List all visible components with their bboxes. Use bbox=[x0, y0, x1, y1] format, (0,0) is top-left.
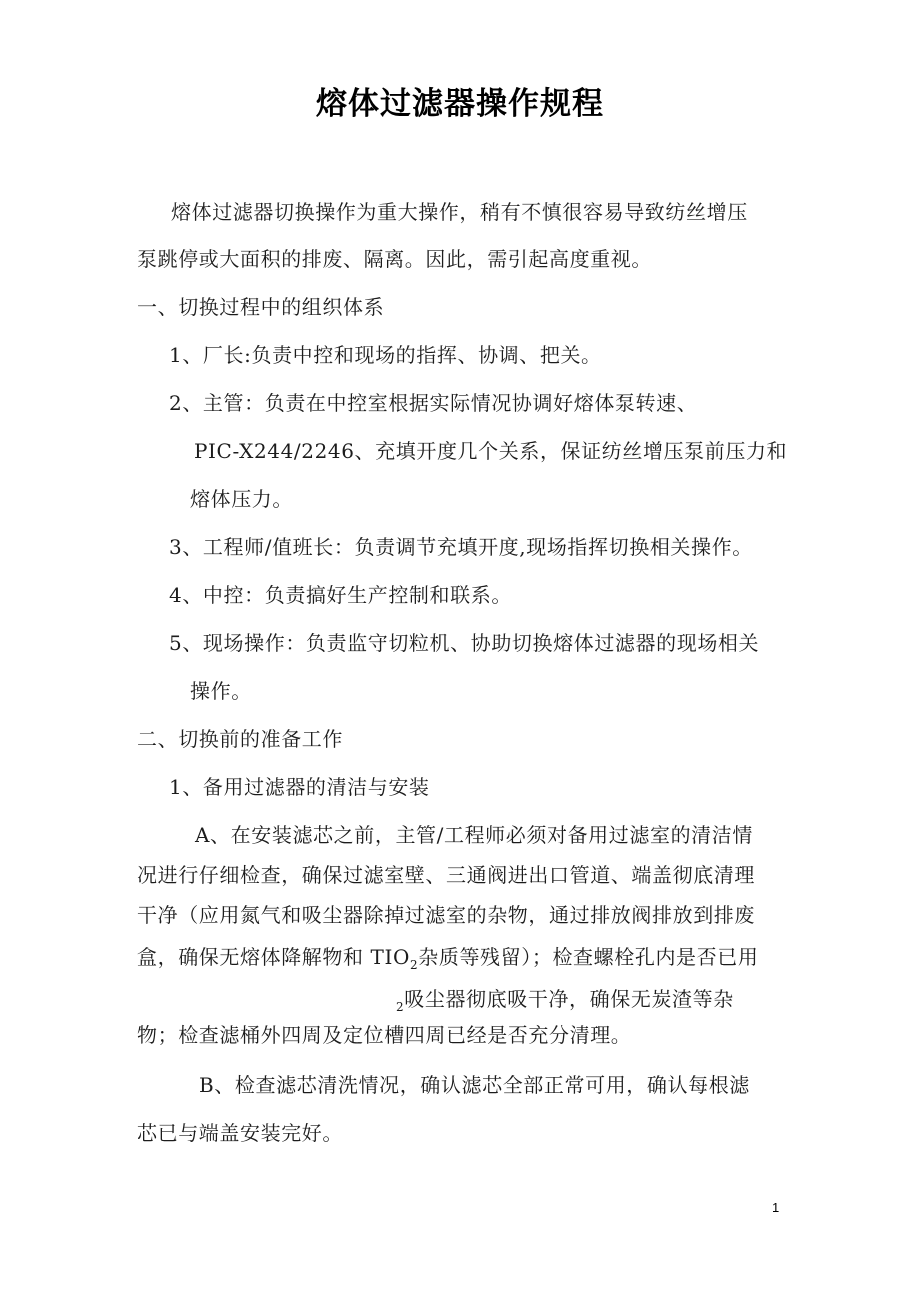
paragraph-a-line-4 bbox=[137, 944, 758, 973]
paragraph-b-line-1: B、检查滤芯清洗情况，确认滤芯全部正常可用，确认每根滤 bbox=[199, 1073, 750, 1097]
paragraph-a-line-6: 物；检查滤桶外四周及定位槽四周已经是否充分清理。 bbox=[137, 1023, 632, 1047]
section-2-heading: 二、切换前的准备工作 bbox=[137, 727, 343, 751]
paragraph-a-line-5-text: 吸尘器彻底吸干净，确保无炭渣等杂 bbox=[404, 987, 734, 1011]
paragraph-a-line-5 bbox=[396, 986, 734, 1015]
paragraph-a-line-4-part-1: 盒，确保无熔体降解物和 TIO bbox=[137, 945, 410, 969]
section-1-item-5-line-2: 操作。 bbox=[190, 679, 252, 703]
section-1-item-2-line-1: 2、主管：负责在中控室根据实际情况协调好熔体泵转速、 bbox=[169, 391, 698, 415]
paragraph-a-line-4-part-2: 杂质等残留）；检查螺栓孔内是否已用 bbox=[418, 945, 759, 969]
document-title: 熔体过滤器操作规程 bbox=[316, 86, 604, 122]
section-1-item-2-line-3: 熔体压力。 bbox=[190, 487, 293, 511]
section-2-subheading: 1、备用过滤器的清洁与安装 bbox=[169, 775, 430, 799]
section-1-heading: 一、切换过程中的组织体系 bbox=[137, 295, 385, 319]
intro-line-2: 泵跳停或大面积的排废、隔离。因此，需引起高度重视。 bbox=[137, 247, 652, 271]
page-number: 1 bbox=[772, 1200, 780, 1215]
paragraph-b-line-2: 芯已与端盖安装完好。 bbox=[137, 1121, 343, 1145]
section-1-item-4: 4、中控：负责搞好生产控制和联系。 bbox=[169, 583, 512, 607]
section-1-item-2-line-2: PIC-X244/2246、充填开度几个关系，保证纺丝增压泵前压力和 bbox=[194, 439, 788, 463]
subscript-2: 2 bbox=[410, 958, 419, 972]
section-1-item-1: 1、厂长:负责中控和现场的指挥、协调、把关。 bbox=[169, 343, 602, 367]
paragraph-a-line-1: A、在安装滤芯之前，主管/工程师必须对备用过滤室的清洁情 bbox=[195, 823, 753, 847]
intro-line-1: 熔体过滤器切换操作为重大操作，稍有不慎很容易导致纺丝增压 bbox=[171, 200, 748, 224]
paragraph-a-line-3: 干净（应用氮气和吸尘器除掉过滤室的杂物，通过排放阀排放到排废 bbox=[137, 903, 755, 927]
paragraph-a-line-2: 况进行仔细检查，确保过滤室壁、三通阀进出口管道、端盖彻底清理 bbox=[137, 863, 755, 887]
section-1-item-3: 3、工程师/值班长：负责调节充填开度,现场指挥切换相关操作。 bbox=[169, 535, 753, 559]
subscript-2: 2 bbox=[396, 1000, 405, 1014]
section-1-item-5-line-1: 5、现场操作：负责监守切粒机、协助切换熔体过滤器的现场相关 bbox=[169, 631, 760, 655]
